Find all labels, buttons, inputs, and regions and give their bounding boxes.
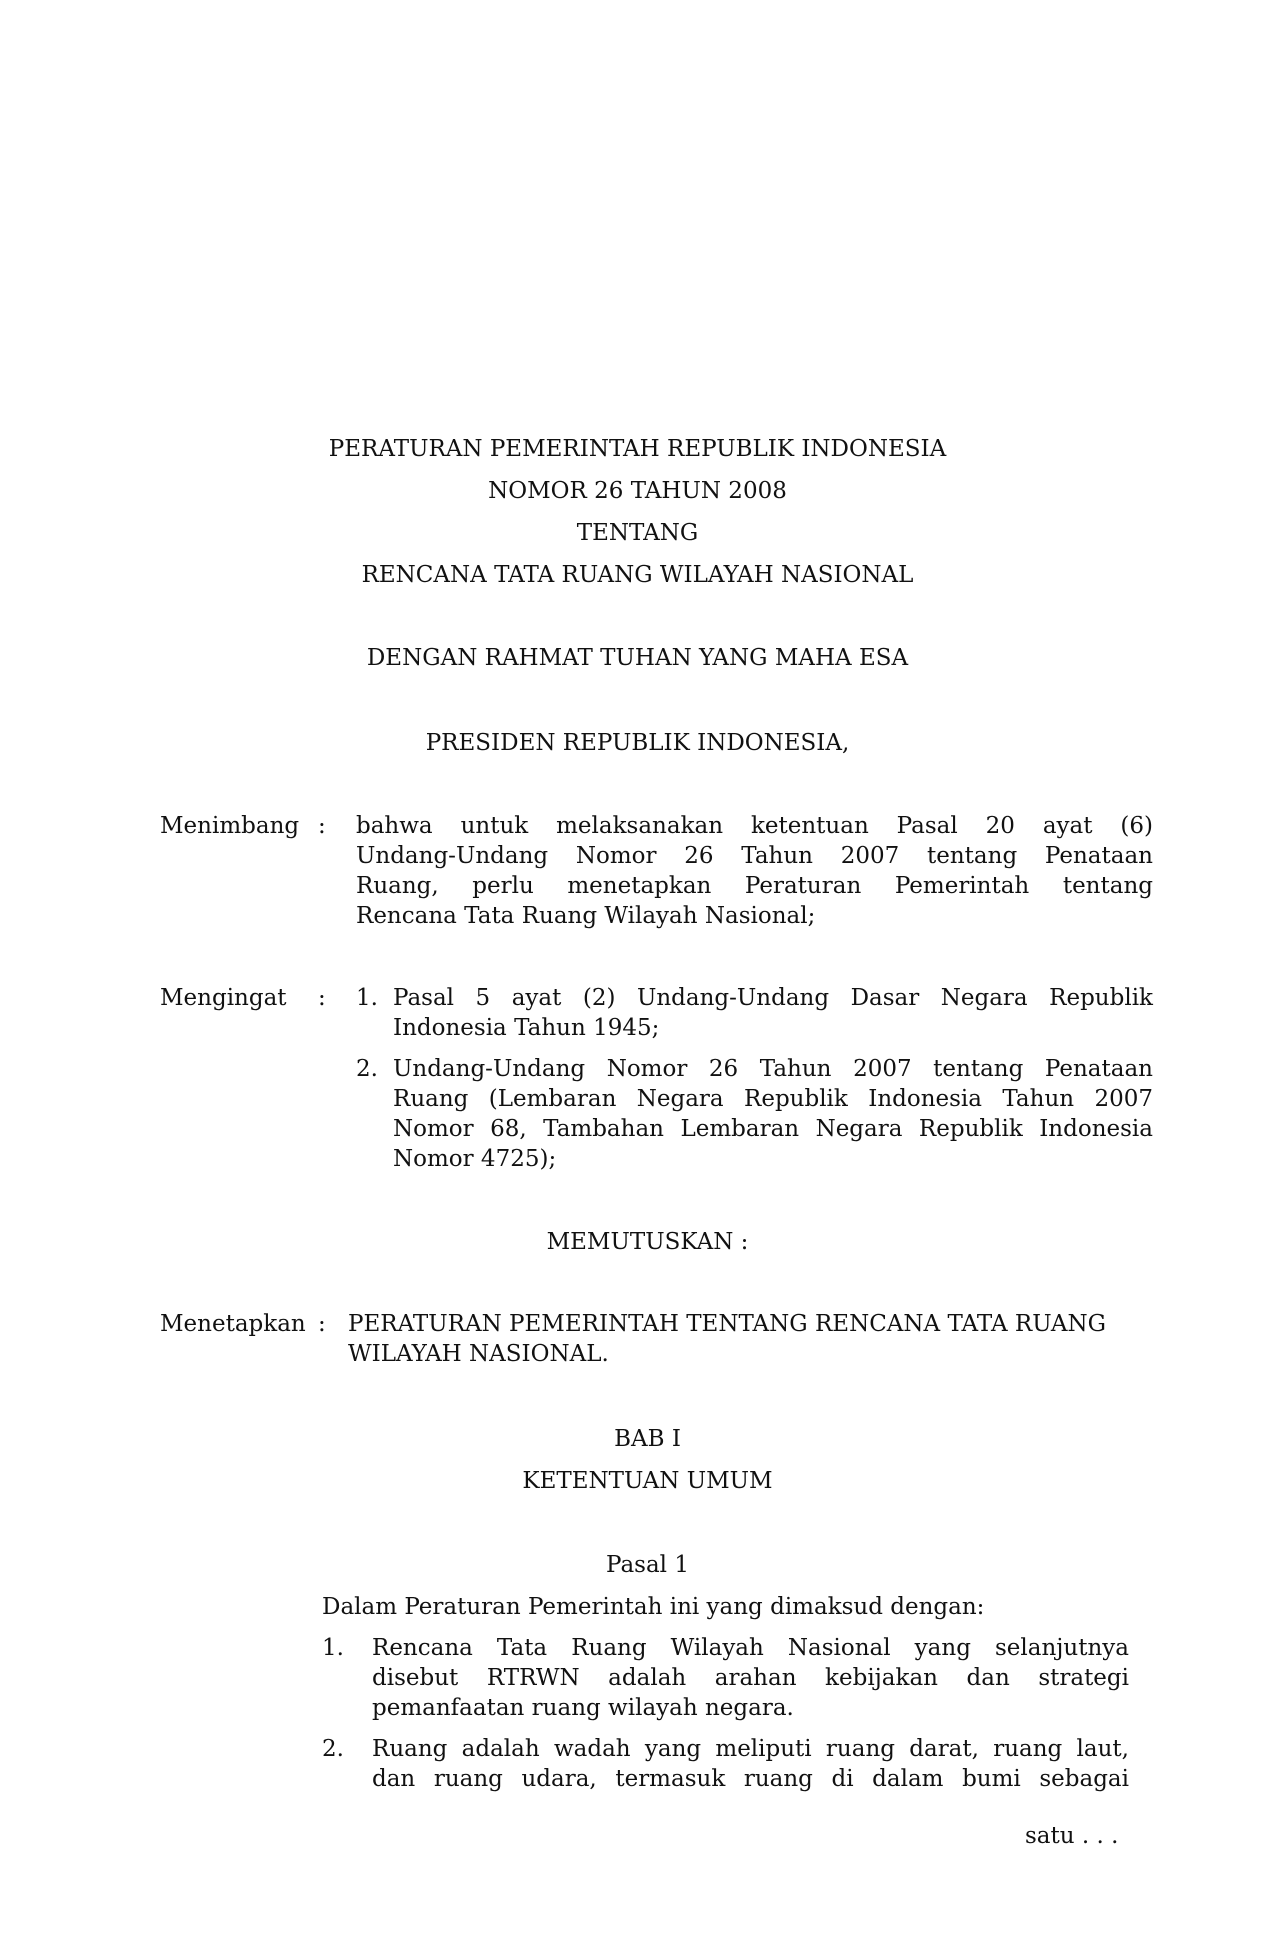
mengingat-item-2 xyxy=(393,1054,1153,1174)
mengingat-item-number: 1. xyxy=(356,985,378,1011)
mengingat-label: Mengingat xyxy=(160,985,287,1011)
memutuskan-heading: MEMUTUSKAN : xyxy=(546,1229,749,1255)
mengingat-item-line: Ruang (Lembaran Negara Republik Indonesia Tahun 2007 xyxy=(393,1086,1153,1112)
menimbang-line: Undang-Undang Nomor 26 Tahun 2007 tentang Penataan xyxy=(356,843,1153,869)
menimbang-line: Rencana Tata Ruang Wilayah Nasional; xyxy=(356,903,816,929)
menetapkan-line-1: PERATURAN PEMERINTAH TENTANG RENCANA TATA RUANG xyxy=(348,1311,1107,1337)
mengingat-item-1 xyxy=(393,983,1153,1043)
pasal-item-line: disebut RTRWN adalah arahan kebijakan dan strategi xyxy=(372,1665,1129,1691)
title-line-2: NOMOR 26 TAHUN 2008 xyxy=(488,478,787,504)
pasal-title: Pasal 1 xyxy=(606,1552,689,1578)
menimbang-colon: : xyxy=(318,813,326,839)
page-continuation: satu . . . xyxy=(1025,1823,1119,1849)
menetapkan-label: Menetapkan xyxy=(160,1311,306,1337)
mengingat-item-line: Pasal 5 ayat (2) Undang-Undang Dasar Negara Republik xyxy=(393,985,1153,1011)
mengingat-item-number: 2. xyxy=(356,1056,378,1082)
title-line-4: RENCANA TATA RUANG WILAYAH NASIONAL xyxy=(361,562,914,588)
mengingat-item-line: Nomor 4725); xyxy=(393,1146,557,1172)
title-line-3: TENTANG xyxy=(576,520,699,546)
pasal-item-2 xyxy=(372,1734,1129,1794)
authority: PRESIDEN REPUBLIK INDONESIA, xyxy=(425,730,850,756)
mengingat-item-line: Indonesia Tahun 1945; xyxy=(393,1015,660,1041)
pasal-item-line: Ruang adalah wadah yang meliputi ruang darat, ruang laut, xyxy=(372,1736,1129,1762)
mengingat-colon: : xyxy=(318,985,326,1011)
pasal-item-line: Rencana Tata Ruang Wilayah Nasional yang selanjutnya xyxy=(372,1635,1129,1661)
menimbang-line: Ruang, perlu menetapkan Peraturan Pemerintah tentang xyxy=(356,873,1153,899)
bab-number: BAB I xyxy=(614,1426,681,1452)
mengingat-item-line: Nomor 68, Tambahan Lembaran Negara Republik Indonesia xyxy=(393,1116,1153,1142)
bab-title: KETENTUAN UMUM xyxy=(522,1468,773,1494)
menetapkan-colon: : xyxy=(318,1311,326,1337)
pasal-item-line: pemanfaatan ruang wilayah negara. xyxy=(372,1695,794,1721)
pasal-item-1 xyxy=(372,1633,1129,1723)
pasal-item-line: dan ruang udara, termasuk ruang di dalam bumi sebagai xyxy=(372,1766,1129,1792)
title-line-1: PERATURAN PEMERINTAH REPUBLIK INDONESIA xyxy=(328,436,947,462)
pasal-item-number: 1. xyxy=(322,1635,344,1661)
menimbang-line: bahwa untuk melaksanakan ketentuan Pasal 20 ayat (6) xyxy=(356,813,1153,839)
mengingat-item-line: Undang-Undang Nomor 26 Tahun 2007 tentang Penataan xyxy=(393,1056,1153,1082)
invocation: DENGAN RAHMAT TUHAN YANG MAHA ESA xyxy=(366,645,909,671)
menimbang-text xyxy=(356,811,1153,931)
pasal-intro: Dalam Peraturan Pemerintah ini yang dimaksud dengan: xyxy=(322,1594,985,1620)
menetapkan-line-2: WILAYAH NASIONAL. xyxy=(348,1341,609,1367)
menimbang-label: Menimbang xyxy=(160,813,300,839)
pasal-item-number: 2. xyxy=(322,1736,344,1762)
